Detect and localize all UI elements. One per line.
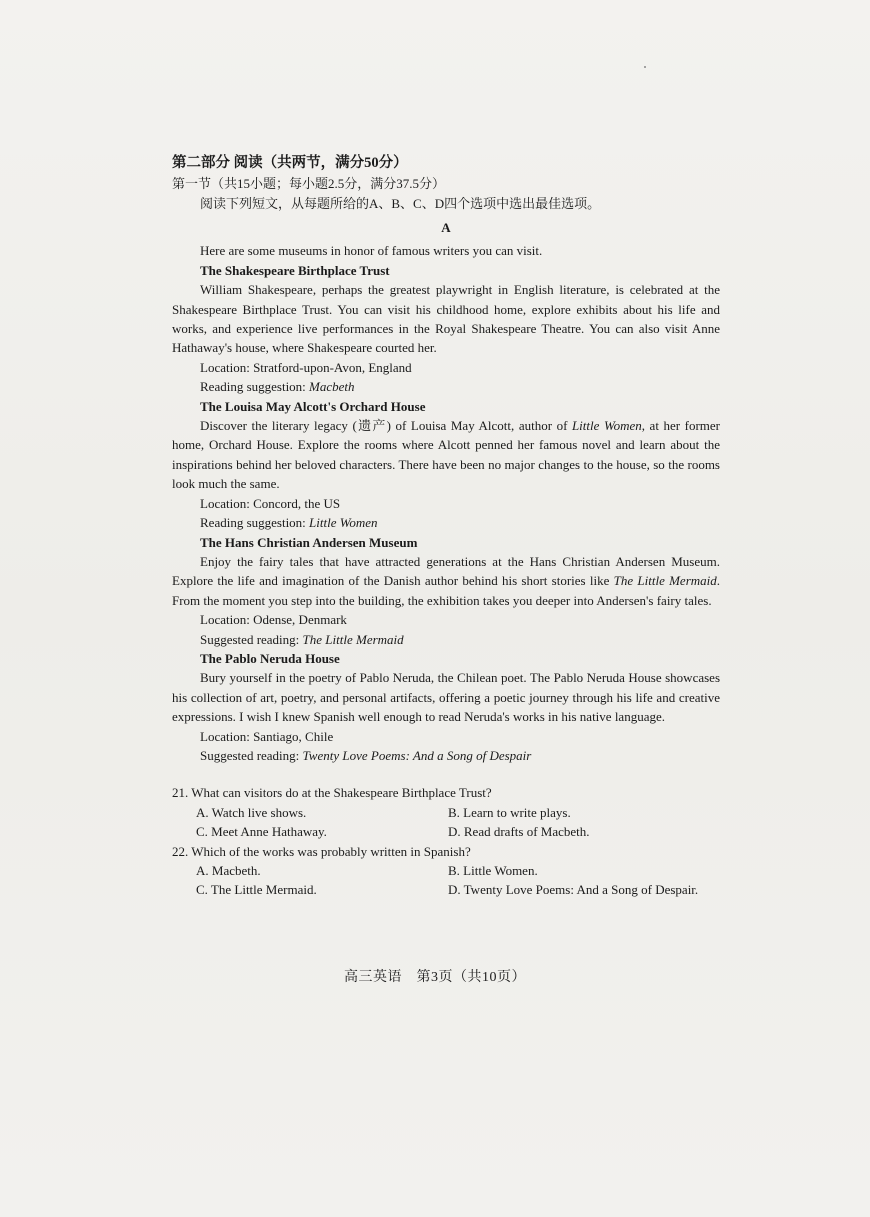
- desc-part: , at her former home, Orchard House. Explore the rooms where Alcott penned her famous novel and learn about the inspirations behind her beloved characters. There have been no major changes to the house, so the rooms look much the same.: [172, 418, 720, 492]
- museum-title: The Louisa May Alcott's Orchard House: [200, 398, 426, 414]
- desc-part: Discover the literary legacy (遗产) of Louisa May Alcott, author of: [200, 418, 572, 434]
- desc-italic: The Little Mermaid: [613, 573, 717, 589]
- option-a[interactable]: A. Macbeth.: [196, 863, 261, 878]
- question-options: [172, 803, 720, 842]
- option-a[interactable]: A. Watch live shows.: [196, 804, 307, 820]
- reading-title: Twenty Love Poems: And a Song of Despair: [302, 747, 532, 763]
- option-b[interactable]: B. Learn to write plays.: [448, 804, 571, 820]
- museum-reading: [172, 630, 720, 649]
- museum-reading: [172, 746, 720, 765]
- museum-location: Location: Concord, the US: [200, 495, 341, 511]
- option-b[interactable]: B. Little Women.: [448, 863, 538, 878]
- reading-label: Reading suggestion:: [200, 515, 310, 531]
- option-d[interactable]: D. Read drafts of Macbeth.: [448, 824, 590, 840]
- museum-description: [172, 552, 720, 610]
- question-stem: 21. What can visitors do at the Shakespeare Birthplace Trust?: [172, 785, 492, 801]
- desc-part: . From the moment you step into the building, the exhibition takes you deeper into Andersen's fairy tales.: [172, 573, 721, 608]
- museum-description: William Shakespeare, perhaps the greatest playwright in English literature, is celebrated at the Shakespeare Birthplace Trust. You can visit his childhood home, explore exhibits about his life and works, and experience live performances in the Royal Shakespeare Theatre. You can also visit Anne Hathaway's house, where Shakespeare courted her.: [172, 282, 720, 356]
- option-d[interactable]: D. Twenty Love Poems: And a Song of Despair.: [448, 882, 699, 898]
- reading-label: Suggested reading:: [200, 747, 303, 763]
- section-subtitle: 第一节（共15小题；每小题2.5分，满分37.5分）: [172, 176, 446, 191]
- museum-title: The Pablo Neruda House: [200, 650, 340, 666]
- reading-label: Reading suggestion:: [200, 379, 310, 395]
- option-c[interactable]: C. The Little Mermaid.: [196, 882, 317, 898]
- desc-part: Enjoy the fairy tales that have attracted generations at the Hans Christian Andersen Museum. Explore the life and imagination of the Danish author behind his short stories like: [172, 553, 720, 589]
- spacer: [172, 765, 720, 783]
- question-stem: 22. Which of the works was probably written in Spanish?: [172, 843, 471, 859]
- passage-intro: Here are some museums in honor of famous writers you can visit.: [200, 243, 543, 259]
- museum-reading: [172, 513, 720, 532]
- museum-location: Location: Stratford-upon-Avon, England: [200, 359, 412, 375]
- reading-label: Suggested reading:: [200, 631, 303, 647]
- reading-title: Little Women: [309, 515, 378, 531]
- page-footer: 高三英语 第3页（共10页）: [344, 970, 526, 985]
- museum-title: The Shakespeare Birthplace Trust: [200, 262, 390, 278]
- reading-title: Macbeth: [309, 379, 355, 395]
- museum-reading: [172, 377, 720, 396]
- instruction: 阅读下列短文，从每题所给的A、B、C、D四个选项中选出最佳选项。: [200, 196, 601, 211]
- passage-letter: A: [441, 220, 451, 235]
- museum-title: The Hans Christian Andersen Museum: [200, 534, 418, 550]
- question-options: [172, 861, 720, 900]
- reading-title: The Little Mermaid: [302, 631, 404, 647]
- desc-italic: Little Women: [571, 418, 642, 434]
- museum-location: Location: Odense, Denmark: [200, 612, 347, 628]
- option-c[interactable]: C. Meet Anne Hathaway.: [196, 824, 327, 840]
- museum-description: [172, 416, 720, 494]
- museum-location: Location: Santiago, Chile: [200, 728, 334, 744]
- section-title: 第二部分 阅读（共两节，满分50分）: [172, 155, 408, 171]
- exam-page: [172, 152, 720, 900]
- museum-description: Bury yourself in the poetry of Pablo Neruda, the Chilean poet. The Pablo Neruda House showcases his collection of art, poetry, and personal artifacts, offering a poetic journey through his life and creative expressions. I wish I knew Spanish well enough to read Neruda's works in his native language.: [172, 670, 720, 725]
- scan-speck: [644, 66, 646, 68]
